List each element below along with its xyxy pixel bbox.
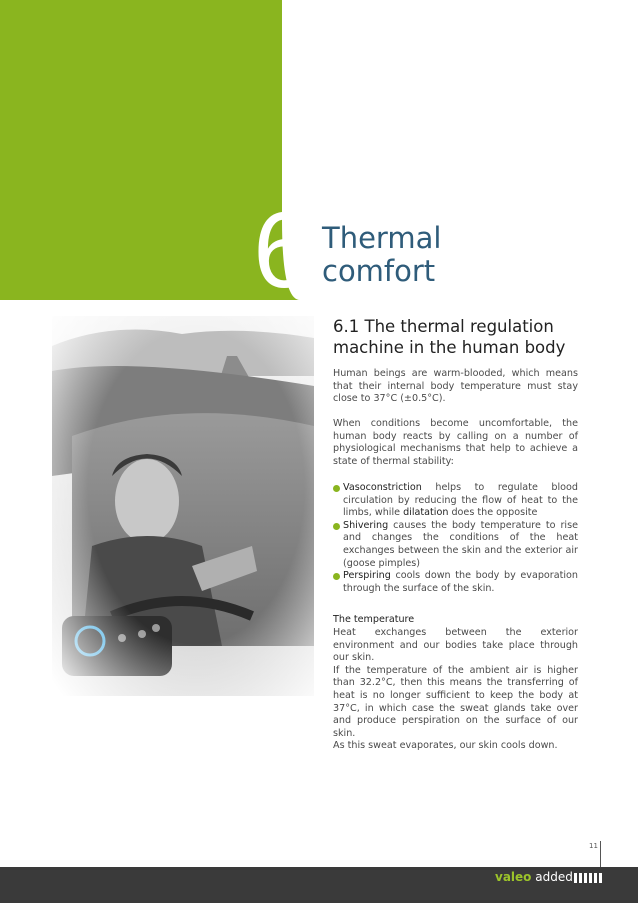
list-item	[333, 482, 578, 520]
logo-bars-icon	[574, 873, 602, 883]
bullet-text-secondary: does the opposite	[448, 507, 538, 519]
temperature-subheading: The temperature	[333, 614, 415, 625]
footer-tagline: added	[531, 870, 573, 884]
chapter-number: 6	[253, 189, 312, 310]
bullet-keyword: Perspiring	[343, 570, 391, 582]
footer-brand: valeo	[495, 870, 532, 884]
section-heading: 6.1 The thermal regulation machine in the human body	[333, 317, 566, 357]
bullet-dot-icon	[333, 523, 340, 530]
intro-paragraph: Human beings are warm-blooded, which means that their internal body temperature must stay close to 37°C (±0.5°C).	[333, 368, 578, 405]
bullet-dot-icon	[333, 573, 340, 580]
bullet-keyword: Vasoconstriction	[343, 482, 422, 493]
temperature-line3: As this sweat evaporates, our skin cools down.	[333, 740, 558, 752]
bullet-text: cools down the body by evaporation through the surface of the skin.	[343, 570, 578, 594]
list-item	[333, 570, 578, 595]
temperature-line1: Heat exchanges between the exterior environment and our bodies take place through our skin.	[333, 627, 578, 664]
driver-photo	[52, 316, 314, 696]
footer-logo	[495, 869, 573, 885]
bullet-text: causes the body temperature to rise and changes the conditions of the heat exchanges between the skin and the exterior air (goose pimples)	[343, 519, 578, 569]
bullet-keyword-secondary: dilatation	[403, 507, 449, 519]
temperature-body	[333, 627, 578, 753]
bullet-keyword: Shivering	[343, 519, 389, 531]
page-number-rule	[600, 841, 601, 867]
temperature-line2: If the temperature of the ambient air is higher than 32.2°C, then this means the transferring of heat is no longer sufficient to keep the body at 37°C, in which case the sweat glands take over and produce perspiration on the surface of our skin.	[333, 664, 578, 739]
mechanisms-paragraph: When conditions become uncomfortable, the human body reacts by calling on a number of physiological mechanisms that help to achieve a state of thermal stability:	[333, 418, 578, 467]
list-item	[333, 520, 578, 570]
chapter-title	[322, 222, 441, 288]
chapter-title-line2: comfort	[322, 254, 436, 288]
mechanisms-list	[333, 482, 578, 595]
bullet-dot-icon	[333, 485, 340, 492]
page-number: 11	[589, 842, 598, 850]
chapter-title-line1: Thermal	[322, 221, 442, 255]
bullet-text: helps to regulate blood circulation by reducing the flow of heat to the limbs, while	[343, 482, 578, 519]
